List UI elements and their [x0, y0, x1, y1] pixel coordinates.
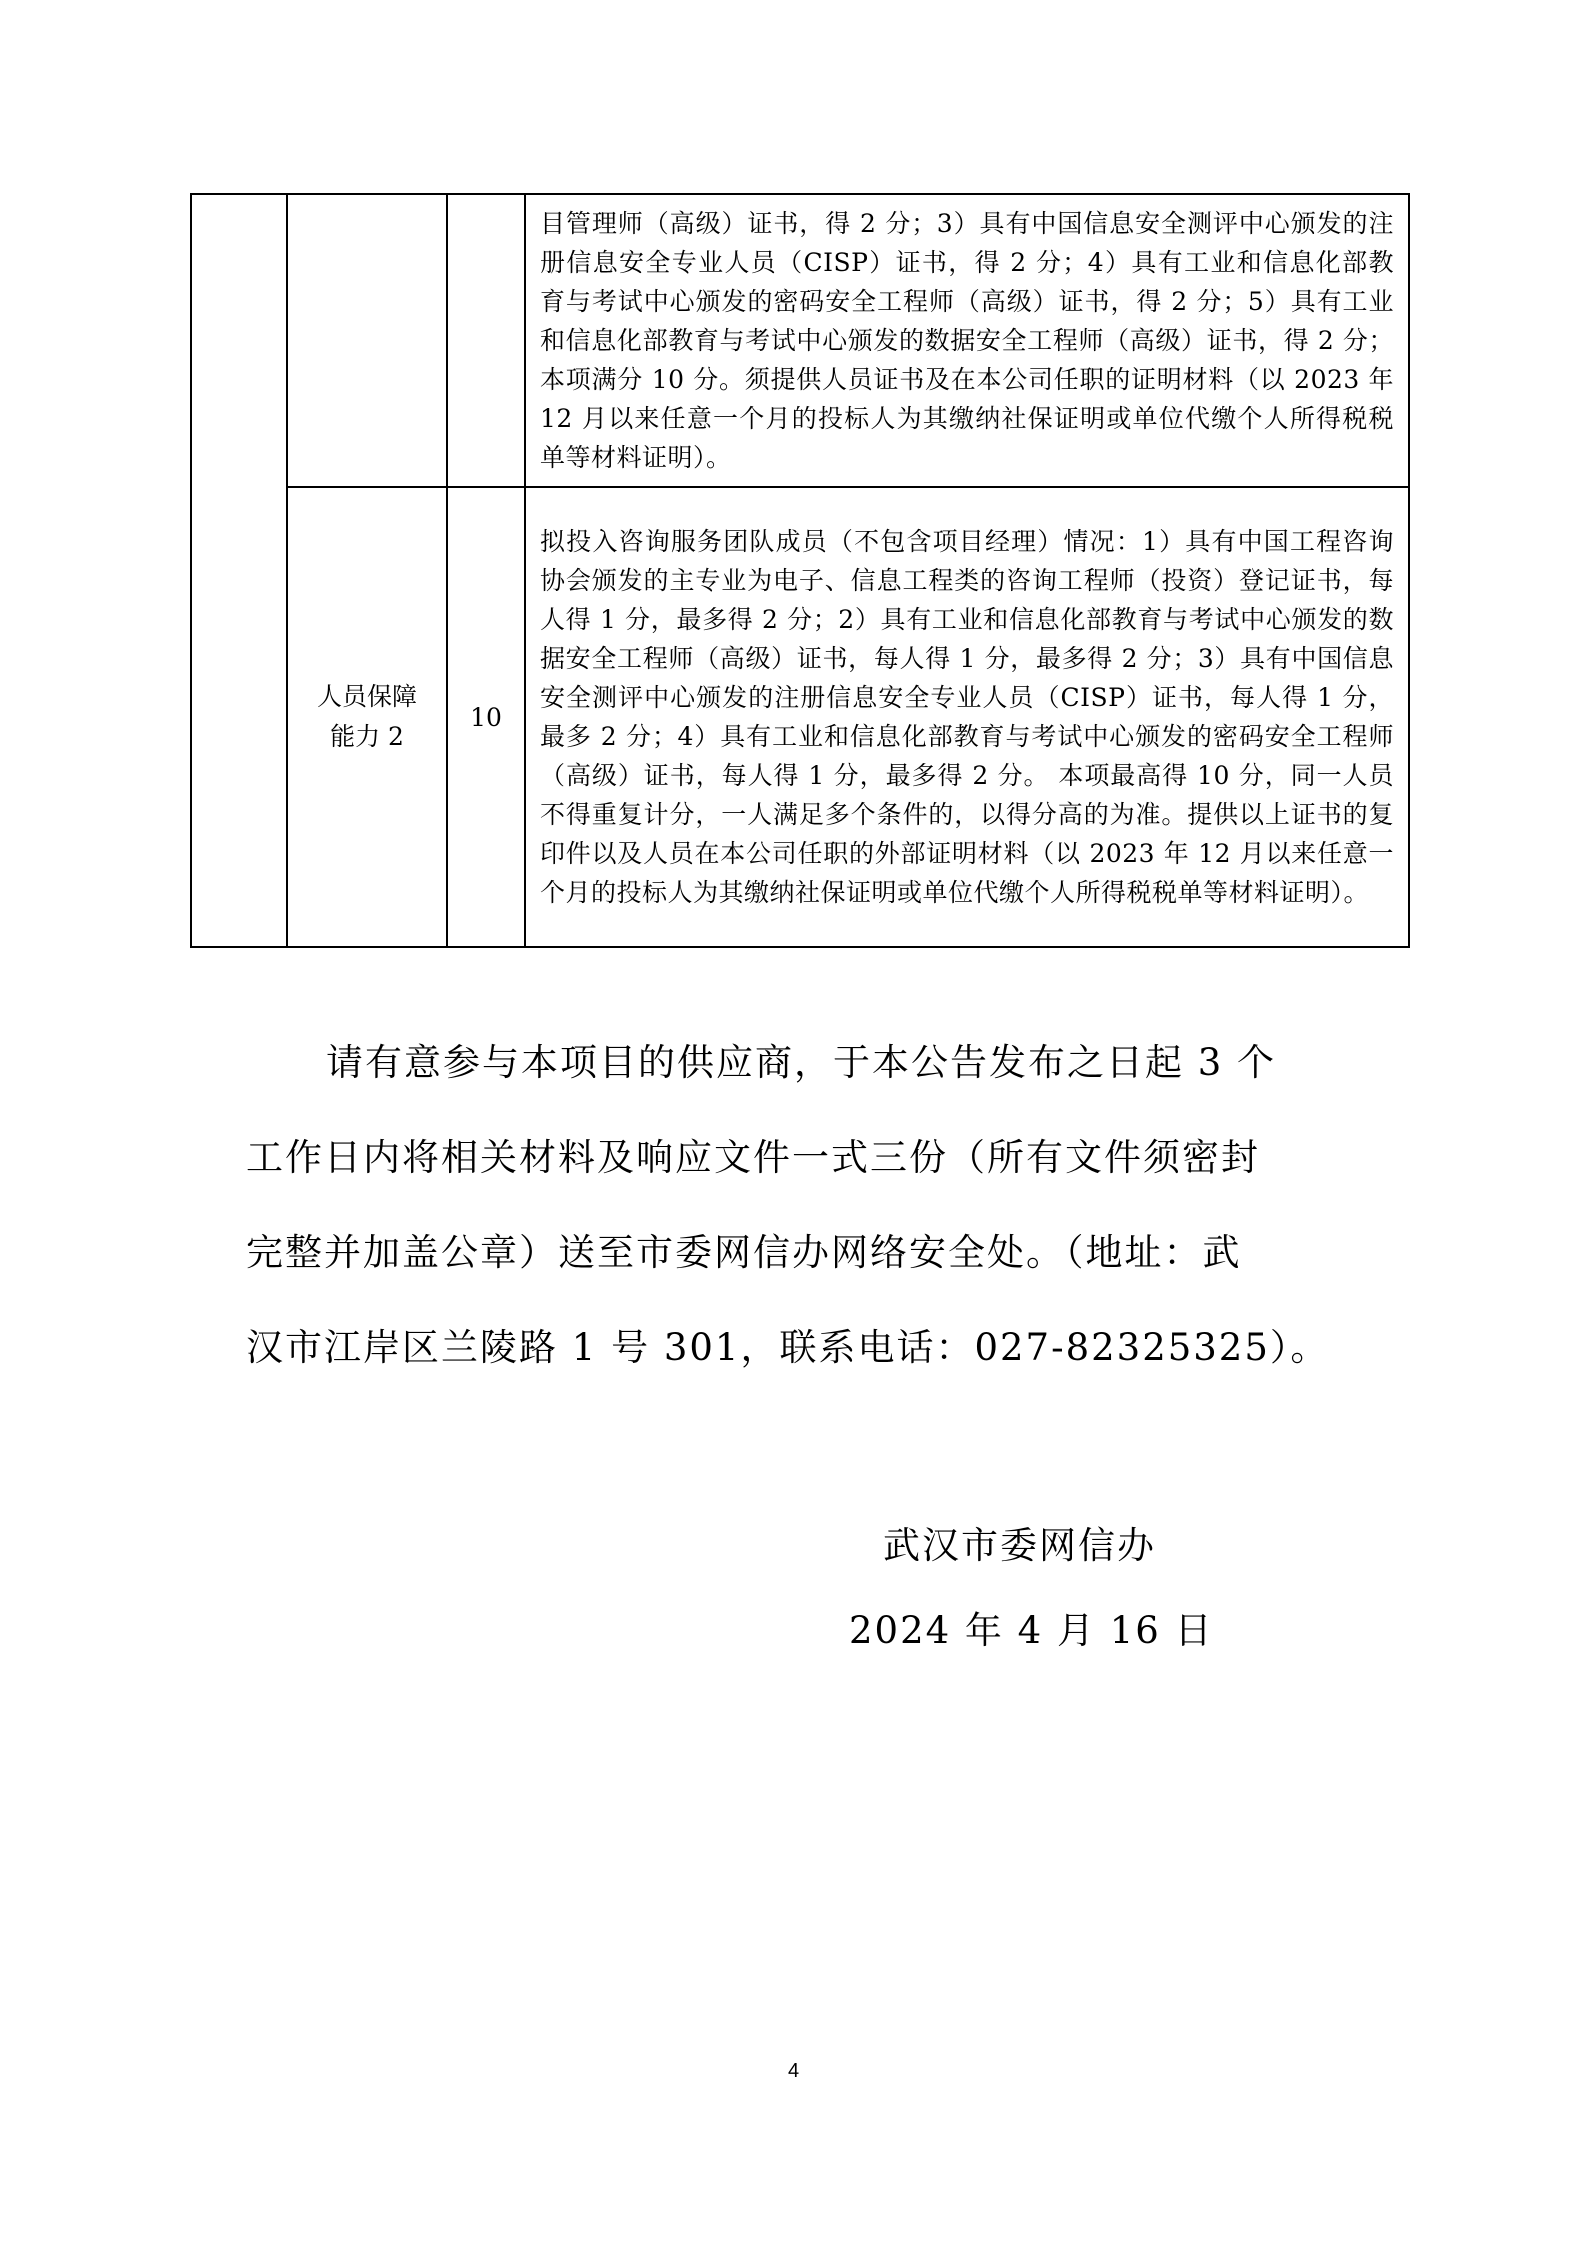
score-cell [447, 194, 525, 487]
scoring-table [190, 193, 1410, 948]
page-number: 4 [787, 2060, 800, 2082]
category-cell [287, 487, 447, 947]
score-cell: 10 [447, 487, 525, 947]
notice-line: 工作日内将相关材料及响应文件一式三份（所有文件须密封 [246, 1136, 1260, 1179]
notice-line: 请有意参与本项目的供应商，于本公告发布之日起 3 个 [326, 1041, 1277, 1084]
category-cell [287, 194, 447, 487]
submission-notice [246, 1015, 1356, 1395]
notice-line: 完整并加盖公章）送至市委网信办网络安全处。（地址：武 [246, 1231, 1242, 1274]
signature-date: 2024 年 4 月 16 日 [849, 1609, 1214, 1652]
category-label: 人员保障能力 2 [316, 682, 417, 751]
notice-line: 汉市江岸区兰陵路 1 号 301，联系电话：027-82325325）。 [246, 1326, 1330, 1369]
criteria-description: 目管理师（高级）证书，得 2 分；3）具有中国信息安全测评中心颁发的注册信息安全专业人员（CISP）证书，得 2 分；4）具有工业和信息化部教育与考试中心颁发的密码安全工程师（高级）证书，得 2 分；5）具有工业和信息化部教育与考试中心颁发的数据安全工程师（高级）证书，得 2 分；本项满分 10 分。须提供人员证书及在本公司任职的证明材料（以 2023 年 12 月以来任意一个月的投标人为其缴纳社保证明或单位代缴个人所得税税单等材料证明）。 [525, 194, 1409, 487]
criteria-description: 拟投入咨询服务团队成员（不包含项目经理）情况：1）具有中国工程咨询协会颁发的主专业为电子、信息工程类的咨询工程师（投资）登记证书，每人得 1 分，最多得 2 分；2）具有工业和信息化部教育与考试中心颁发的数据安全工程师（高级）证书，每人得 1 分，最多得 2 分；3）具有中国信息安全测评中心颁发的注册信息安全专业人员（CISP）证书，每人得 1 分，最多 2 分；4）具有工业和信息化部教育与考试中心颁发的密码安全工程师（高级）证书，每人得 1 分，最多得 2 分。 本项最高得 10 分，同一人员不得重复计分，一人满足多个条件的，以得分高的为准。提供以上证书的复印件以及人员在本公司任职的外部证明材料（以 2023 年 12 月以来任意一个月的投标人为其缴纳社保证明或单位代缴个人所得税税单等材料证明）。 [525, 487, 1409, 947]
signature-organization: 武汉市委网信办 [883, 1524, 1156, 1567]
table-row [191, 487, 1409, 947]
table-row [191, 194, 1409, 487]
table-cell-blank [191, 194, 287, 947]
